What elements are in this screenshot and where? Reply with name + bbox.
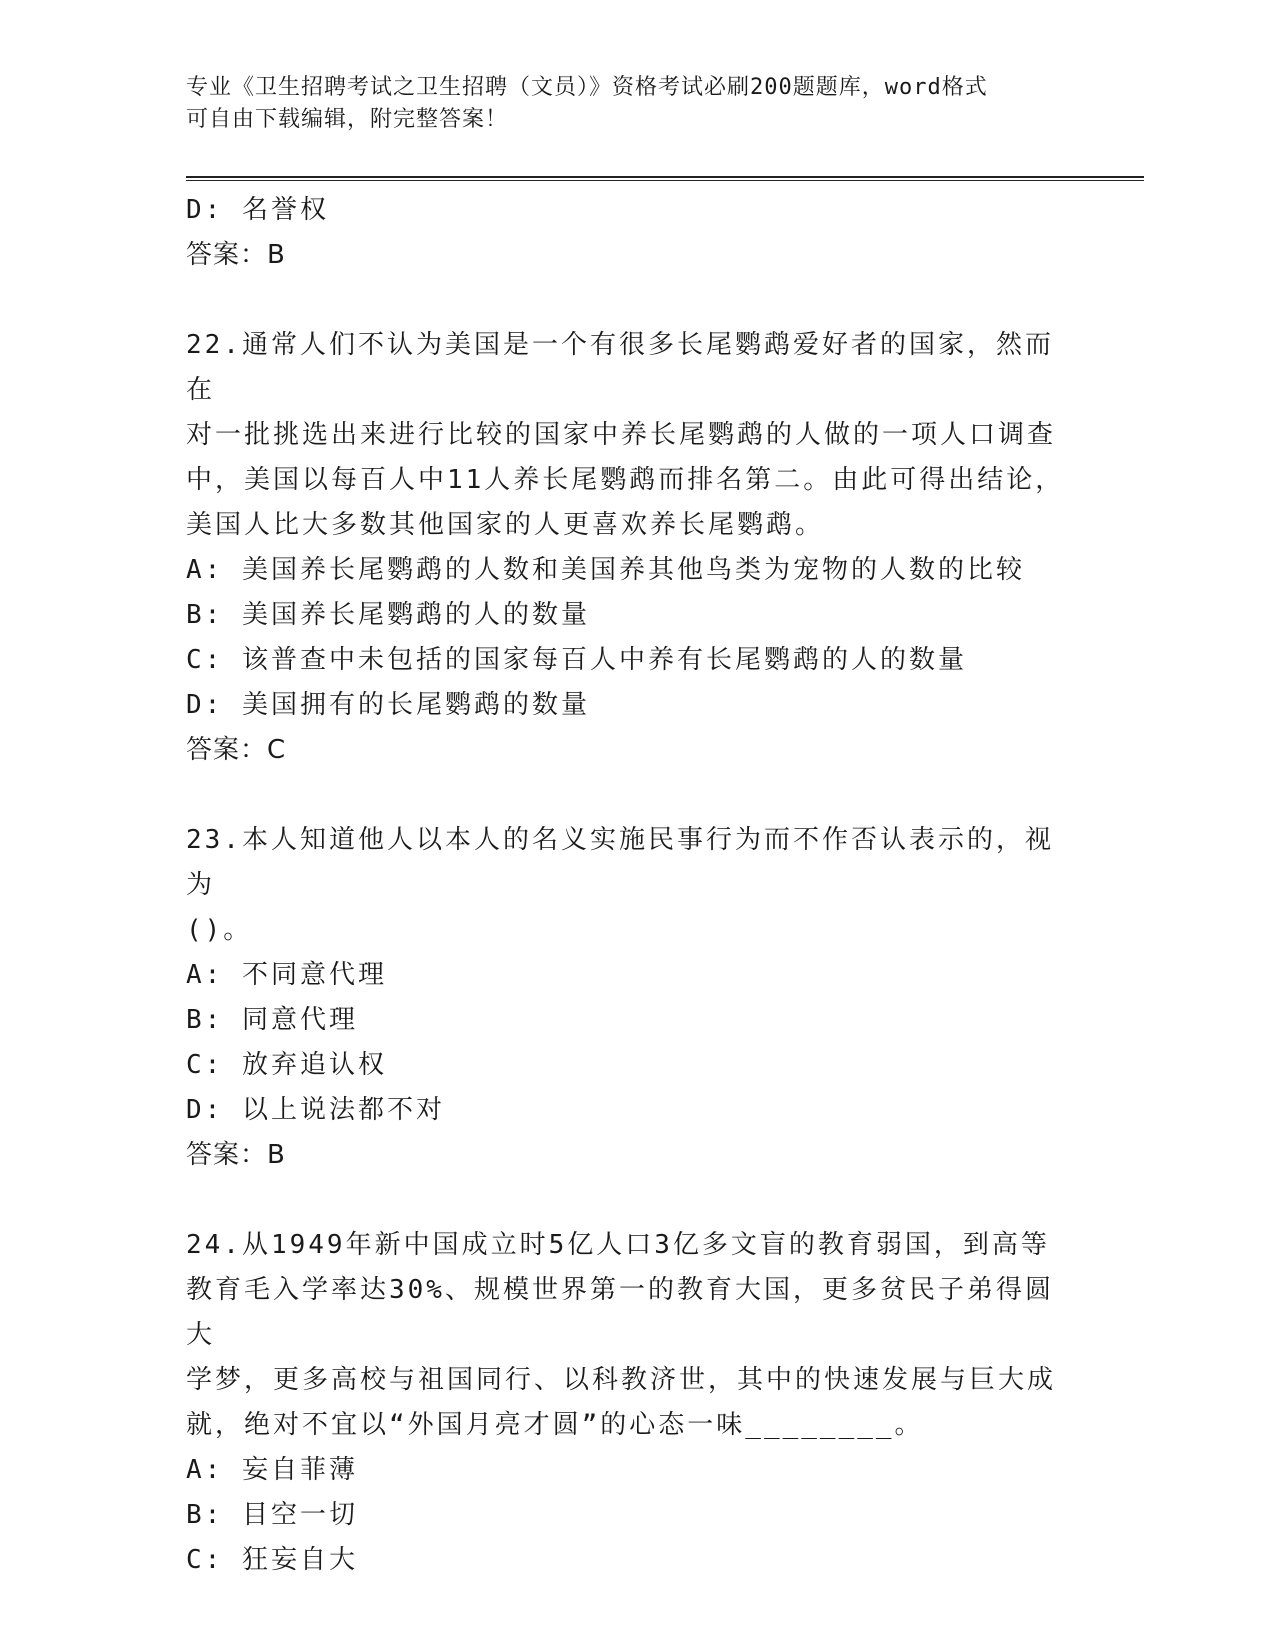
header-title-line2: 可自由下载编辑，附完整答案！ — [186, 107, 509, 132]
option-c: C: 狂妄自大 — [186, 1545, 358, 1575]
option-c: C: 放弃追认权 — [186, 1050, 387, 1080]
option-d: D: 名誉权 — [186, 195, 329, 225]
question-text: 24.从1949年新中国成立时5亿人口3亿多文盲的教育弱国，到高等 教育毛入学率达30%、规模世界第一的教育大国，更多贫民子弟得圆大 学梦，更多高校与祖国同行、以科教济世，其中的快速发展与巨大成 就，绝对不宜以“外国月亮才圆”的心态一味________。 — [186, 1230, 1057, 1440]
question-24 — [186, 1223, 1066, 1583]
document-body — [186, 188, 1066, 1583]
option-a: A: 不同意代理 — [186, 960, 387, 990]
option-d: D: 美国拥有的长尾鹦鹉的数量 — [186, 690, 590, 720]
page-header — [186, 72, 1086, 136]
option-b: B: 美国养长尾鹦鹉的人的数量 — [186, 600, 590, 630]
header-title-line1: 专业《卫生招聘考试之卫生招聘（文员）》资格考试必刷200题题库，word格式 — [186, 75, 988, 100]
option-b: B: 目空一切 — [186, 1500, 358, 1530]
answer-line: 答案：C — [186, 735, 287, 765]
option-d: D: 以上说法都不对 — [186, 1095, 445, 1125]
previous-question-tail — [186, 188, 1066, 278]
option-b: B: 同意代理 — [186, 1005, 358, 1035]
answer-line: 答案：B — [186, 1140, 286, 1170]
option-c: C: 该普查中未包括的国家每百人中养有长尾鹦鹉的人的数量 — [186, 645, 967, 675]
option-a: A: 妄自菲薄 — [186, 1455, 358, 1485]
header-divider — [186, 176, 1144, 181]
question-23 — [186, 818, 1066, 1178]
question-22 — [186, 323, 1066, 773]
question-text: 22.通常人们不认为美国是一个有很多长尾鹦鹉爱好者的国家，然而在 对一批挑选出来进行比较的国家中养长尾鹦鹉的人做的一项人口调查 中，美国以每百人中11人养长尾鹦鹉而排名第二。由此可得出结论， 美国人比大多数其他国家的人更喜欢养长尾鹦鹉。 — [186, 330, 1065, 540]
answer-line: 答案：B — [186, 240, 286, 270]
question-text: 23.本人知道他人以本人的名义实施民事行为而不作否认表示的，视为 ()。 — [186, 825, 1054, 945]
option-a: A: 美国养长尾鹦鹉的人数和美国养其他鸟类为宠物的人数的比较 — [186, 555, 1025, 585]
